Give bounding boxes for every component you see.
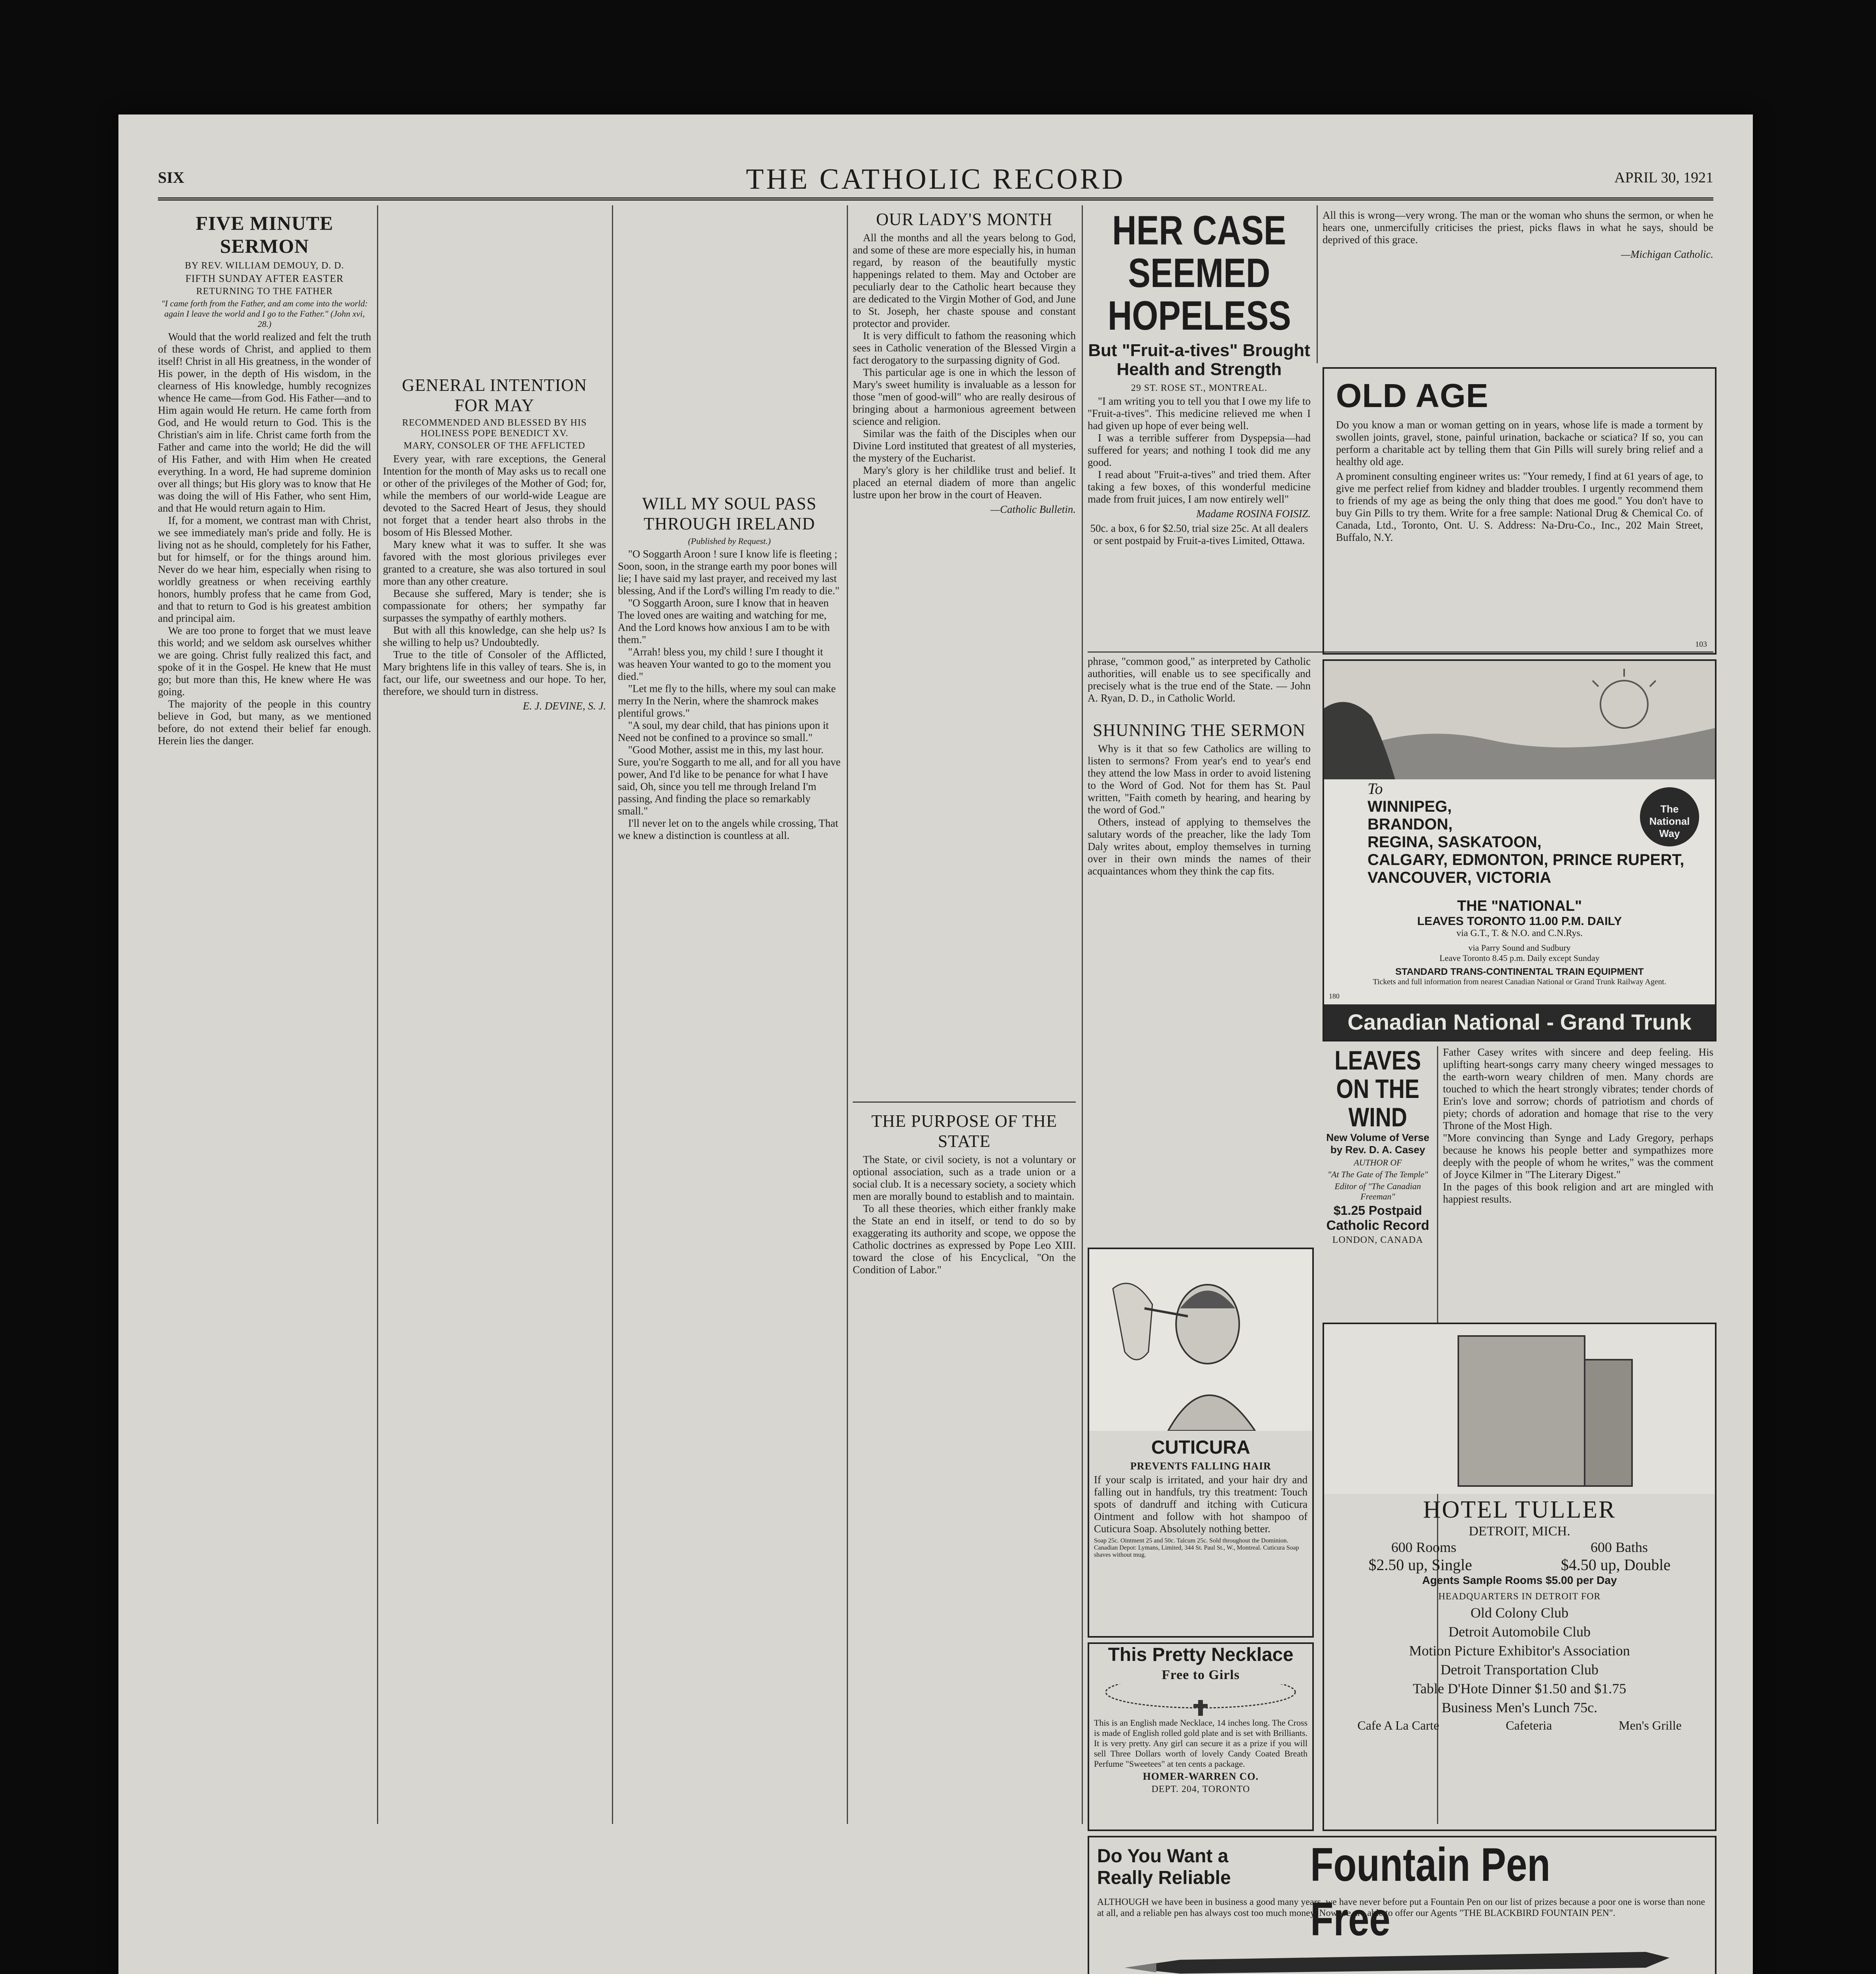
stanza: "Let me fly to the hills, where my soul can make merry In the Nerin, where the shamrock makes plentiful grows." — [618, 683, 836, 719]
paragraph: True to the title of Consoler of the Afflicted, Mary brightens life in this valley of tears. She is, in fact, our life, our sweetness and our hope. To her, therefore, we should turn in distress. — [383, 649, 606, 697]
paragraph: Why is it that so few Catholics are willing to listen to sermons? From year's end to year's end they attend the low Mass in order to avoid listening to the Word of God. Not for them has St. Paul written, "Faith cometh by hearing, and hearing by the word of God." — [1088, 743, 1311, 816]
city-line: WINNIPEG, — [1368, 798, 1452, 815]
article-title: GENERAL INTENTION FOR MAY — [402, 375, 587, 415]
hotel-rates — [1324, 1556, 1715, 1574]
paragraph: This particular age is one in which the lesson of Mary's sweet humility is invaluable as a lesson for those "men of good-will" who are really desirous of bringing about a harmonious agreement between science and religion. — [853, 366, 1076, 427]
paragraph: Similar was the faith of the Disciples when our Divine Lord instituted that greatest of all mysteries, the mystery of the Eucharist. — [853, 428, 1076, 464]
newspaper-title: THE CATHOLIC RECORD — [746, 163, 1126, 195]
hotel-name: HOTEL TULLER — [1423, 1496, 1616, 1523]
cafe: Cafe A La Carte — [1357, 1718, 1439, 1732]
article-title: THE PURPOSE OF THE STATE — [871, 1111, 1057, 1151]
ad-body: Do you know a man or woman getting on in years, whose life is made a torment by swollen joints, gravel, stone, painful urination, backache or sciatica? If so, you can perform a charitable act by telling them that Gin Pills will surely bring relief and a healthy old age. — [1336, 419, 1703, 467]
leaves-blurb — [1443, 1046, 1713, 1315]
paragraph: I was a terrible sufferer from Dyspepsia—had suffered for years; and nothing I took did me any good. — [1088, 432, 1311, 468]
ad-fine-print: Soap 25c. Ointment 25 and 50c. Talcum 25c. Sold throughout the Dominion. Canadian Depot: Lymans, Limited, 344 St. Paul St., W., Montreal. Cuticura Soap shaves without mug. — [1094, 1537, 1299, 1558]
paragraph: To all these theories, which either frankly make the State an end in itself, or tend to do so by exaggerating its authority and scope, we oppose the Catholic doctrines as expressed by Pope Leo XIII. toward the close of his Encyclical, "On the Condition of Labor." — [853, 1203, 1076, 1276]
article-body — [383, 453, 606, 698]
railway-ad — [1323, 659, 1717, 1041]
ad-code: 180 — [1329, 992, 1339, 1000]
newspaper-page — [118, 114, 1753, 1974]
railway-footer: Canadian National - Grand Trunk — [1324, 1004, 1715, 1040]
national-way-badge: The National Way — [1640, 787, 1699, 846]
signature: E. J. DEVINE, S. J. — [523, 700, 606, 712]
hotel-illustration — [1324, 1324, 1715, 1494]
lunch: Business Men's Lunch 75c. — [1441, 1700, 1598, 1715]
departure: LEAVES TORONTO 11.00 P.M. DAILY — [1417, 915, 1622, 928]
paragraph: Father Casey writes with sincere and deep feeling. His uplifting heart-songs carry many cheery winged messages to the earth-worn weary children of men. Many chords are touched to which the heart strongly vibrates; tender chords of Erin's love and sorrow; chords of patriotism and chords of piety; chords of adoration and homage that rise to the very Throne of the Most High. — [1443, 1046, 1713, 1131]
city-line: VANCOUVER, VICTORIA — [1368, 869, 1551, 886]
article-body — [1088, 743, 1311, 877]
section-divider — [853, 1101, 1076, 1103]
cafe: Cafeteria — [1506, 1718, 1552, 1732]
stanza: "O Soggarth Aroon ! sure I know life is fleeting ; Soon, soon, in the strange earth my poor bones will lie; I have said my last prayer, and received my last blessing, And if the Lord's willing I'm ready to die." — [618, 548, 840, 597]
paragraph: Because she suffered, Mary is tender; she is compassionate for others; her sympathy far surpasses the sympathy of earthly mothers. — [383, 587, 606, 624]
paragraph: Would that the world realized and felt the truth of these words of Christ, and applied to them itself! Christ in all His greatness, in the wonder of His power, in the depth of His wisdom, in the clearness of His knowledge, humbly recognizes whence He came—from God. His Father—and to Him again would He return. He came forth from God, and He would return to God. This is the Christian's aim in life. Christ came forth from the Father and came into the world; He did the will of His Father, and with Him when He created everything. In a word, He had supreme dominion over all things; but His glory was to know that He was doing the will of His Father, who sent Him, and that He would return again to Him. — [158, 331, 371, 514]
stanza: I'll never let on to the angels while crossing, That we knew a distinction is countless at all. — [618, 817, 839, 841]
ad-subhead: Free to Girls — [1161, 1668, 1240, 1682]
ad-body: This is an English made Necklace, 14 inches long. The Cross is made of English rolled gold plate and is set with Brilliants. It is very pretty. Any girl can secure it as a prize if you will sell Three Dollars worth of lovely Candy Coated Breath Perfume "Sweetees" at ten cents a package. — [1094, 1718, 1308, 1769]
club: Detroit Transportation Club — [1440, 1662, 1598, 1678]
city-line: REGINA, SASKATOON, — [1368, 833, 1542, 851]
ad-headline: CUTICURA — [1151, 1437, 1250, 1458]
signature: —Catholic Bulletin. — [991, 503, 1076, 515]
baths: 600 Baths — [1590, 1539, 1648, 1555]
ad-headline: LEAVES ON THE WIND — [1334, 1046, 1421, 1132]
city-line: BRANDON, — [1368, 816, 1453, 833]
epigraph: "I came forth from the Father, and am come into the world: again I leave the world and I go to the Father." (John xvi, 28.) — [161, 298, 368, 329]
ad-code: 103 — [1695, 640, 1707, 649]
ad-headline: OLD AGE — [1336, 377, 1489, 414]
signature: —Michigan Catholic. — [1621, 248, 1713, 260]
page-number: SIX — [158, 169, 184, 186]
agents-rate: Agents Sample Rooms $5.00 per Day — [1422, 1574, 1617, 1586]
editor-line: Editor of "The Canadian Freeman" — [1334, 1181, 1421, 1201]
issue-date: APRIL 30, 1921 — [1614, 169, 1713, 186]
ad-body — [1088, 395, 1311, 505]
cafe: Men's Grille — [1619, 1718, 1682, 1732]
city-line: CALGARY, EDMONTON, PRINCE RUPERT, — [1368, 851, 1685, 869]
ad-headline: HER CASE SEEMED HOPELESS — [1107, 209, 1291, 339]
necklace-ad — [1088, 1642, 1314, 1831]
stanza: "O Soggarth Aroon, sure I know that in heaven The loved ones are waiting and watching for me, And the Lord knows how anxious I am to be with them." — [618, 597, 830, 645]
ad-price: 50c. a box, 6 for $2.50, trial size 25c. At all dealers or sent postpaid by Fruit-a-tives Limited, Ottawa. — [1090, 522, 1308, 546]
article-body — [853, 232, 1076, 501]
book-title: "At The Gate of The Temple" — [1327, 1169, 1428, 1179]
ad-schedule — [1324, 898, 1715, 987]
column-divider — [377, 205, 378, 1824]
ladys-month-article — [853, 209, 1076, 1094]
double-rate: $4.50 up, Double — [1561, 1556, 1671, 1574]
paragraph: The State, or civil society, is not a voluntary or optional association, such as a trade union or a social club. It is a necessary society, a society which men are morally bound to establish and to maintain. — [853, 1154, 1076, 1202]
city: LONDON, CANADA — [1332, 1235, 1423, 1245]
hotel-tuller-ad — [1323, 1323, 1717, 1831]
tickets: Tickets and full information from nearest Canadian National or Grand Trunk Railway Agent. — [1373, 978, 1666, 986]
paragraph: If, for a moment, we contrast man with Christ, we see immediately man's pride and folly. He is living not as he should, completely for his Father, but for himself, or for the things around him. Never do we hear him, especially when rising to worldly greatness or when receiving earthly honors, humbly profess that he came from God, and that to return to God is his greatest ambition and principal aim. — [158, 514, 371, 624]
single-rate: $2.50 up, Single — [1368, 1556, 1472, 1574]
column-divider — [847, 205, 848, 1824]
article-title: SHUNNING THE SERMON — [1093, 721, 1306, 740]
train-name: THE "NATIONAL" — [1457, 898, 1582, 914]
fountain-pen-ad — [1088, 1836, 1717, 1974]
column-divider — [612, 205, 613, 1824]
paragraph: The majority of the people in this country believe in God, but many, as we mentioned before, do not extend their belief far enough. Herein lies the danger. — [158, 698, 371, 747]
article-title: FIVE MINUTE SERMON — [195, 212, 334, 257]
dinner: Table D'Hote Dinner $1.50 and $1.75 — [1413, 1681, 1626, 1696]
poem-article — [618, 209, 841, 1828]
purpose-article — [853, 1105, 1076, 1828]
ad-body: If your scalp is irritated, and your hair dry and falling out in handfuls, try this treatment: Touch spots of dandruff and itching with Cuticura Ointment and follow with hot shampoo of Cuticura Soap. Absolutely nothing better. — [1094, 1474, 1308, 1535]
paragraph: Others, instead of applying to themselves the salutary words of the preacher, like the lady Tom Daly writes about, employ themselves in turning over in their own minds the names of their acquaintances whom they think the cap fits. — [1088, 816, 1311, 877]
price: $1.25 Postpaid — [1333, 1203, 1422, 1218]
lead-line: Really Reliable — [1097, 1867, 1231, 1888]
ad-company: HOMER-WARREN CO. — [1142, 1771, 1259, 1782]
landscape-illustration — [1324, 661, 1715, 779]
poem-note: (Published by Request.) — [688, 536, 771, 546]
subhead: MARY, CONSOLER OF THE AFFLICTED — [403, 441, 585, 451]
alt-time: Leave Toronto 8.45 p.m. Daily except Sunday — [1439, 953, 1600, 963]
pen-headline: Fountain Pen Free — [1310, 1838, 1550, 1946]
barber-illustration — [1089, 1249, 1312, 1431]
article-body — [158, 331, 371, 747]
rooms: 600 Rooms — [1391, 1539, 1457, 1555]
column-divider — [1317, 205, 1318, 363]
hotel-city: DETROIT, MICH. — [1469, 1524, 1570, 1539]
shunning-continued — [1323, 209, 1713, 359]
column-divider — [1082, 205, 1083, 1824]
pen-illustration — [1125, 1936, 1677, 1974]
author-of: AUTHOR OF — [1354, 1158, 1402, 1167]
paragraph: "More convincing than Synge and Lady Gregory, perhaps because he knows his people better and sympathizes more deeply with the people of whom he writes," was the comment of Joyce Kilmer in "The Literary Digest." — [1443, 1132, 1713, 1180]
hotel-rooms — [1324, 1539, 1715, 1556]
necklace-illustration — [1089, 1684, 1312, 1716]
publisher: Catholic Record — [1326, 1218, 1430, 1233]
paragraph: "I am writing you to tell you that I owe my life to "Fruit-a-tives". This medicine relieved me when I had given up hope of ever being well. — [1088, 395, 1311, 432]
paragraph: Every year, with rare exceptions, the General Intention for the month of May asks us to recall one or other of the privileges of the Mother of God; for, while the members of our world-wide League are devoted to the Sacred Heart of Jesus, they should not forget that a tender heart also throbs in the bosom of His Blessed Mother. — [383, 453, 606, 538]
ad-address: 29 ST. ROSE ST., MONTREAL. — [1131, 383, 1268, 393]
subtitle: FIFTH SUNDAY AFTER EASTER — [185, 273, 344, 284]
paragraph: It is very difficult to fathom the reasoning which sees in Catholic veneration of the Blessed Virgin a fact derogatory to the surpassing dignity of God. — [853, 330, 1076, 366]
article-body — [853, 1154, 1076, 1276]
ad-subhead: But "Fruit-a-tives" Brought Health and Strength — [1088, 341, 1310, 379]
stanza: "Arrah! bless you, my child ! sure I thought it was heaven Your wanted to go to the moment you died." — [618, 646, 831, 682]
lead-line: Do You Want a — [1097, 1846, 1229, 1867]
pen-lead — [1097, 1845, 1318, 1889]
paragraph: All this is wrong—very wrong. The man or the woman who shuns the sermon, or when he hears one, unmercifully criticises the priest, picks flaws in what he says, should be deprived of this grace. — [1323, 209, 1713, 246]
continued-text: phrase, "common good," as interpreted by Catholic authorities, will enable us to see specifically and precisely what is the true end of the State. — John A. Ryan, D. D., in Catholic World. — [1088, 655, 1311, 704]
article-title: OUR LADY'S MONTH — [876, 210, 1052, 229]
alt-route: via Parry Sound and Sudbury — [1468, 943, 1571, 953]
paragraph: All the months and all the years belong to God, and some of these are more especially his, in human regard, by reason of the beautifully mystic happenings related to them. May and October are peculiarly dear to the Catholic heart because they are dedicated to the Virgin Mother of God, and June to St. Joseph, her chaste spouse and constant protector and provider. — [853, 232, 1076, 329]
poem-body — [618, 548, 841, 842]
recommended-line: RECOMMENDED AND BLESSED BY HIS HOLINESS POPE BENEDICT XV. — [402, 418, 587, 439]
section-heading: RETURNING TO THE FATHER — [196, 286, 333, 296]
cafes — [1324, 1718, 1715, 1733]
ad-subhead: PREVENTS FALLING HAIR — [1130, 1460, 1272, 1472]
stanza: "A soul, my dear child, that has pinions upon it Need not be confined to a province so small." — [618, 719, 829, 743]
old-age-ad — [1323, 367, 1717, 655]
club: Old Colony Club — [1470, 1605, 1569, 1621]
pen-intro: ALTHOUGH we have been in business a good many years, we have never before put a Fountain Pen on our list of prizes because a poor one is worse than none at all, and a reliable pen has always cost too much money. Now we are able to offer our Agents "THE BLACKBIRD FOUNTAIN PEN". — [1097, 1897, 1705, 1918]
paragraph: Mary knew what it was to suffer. It she was favored with the most glorious privileges ever granted to a creature, she was also tortured in soul more than any other creature. — [383, 539, 606, 587]
sermon-article — [158, 209, 371, 1828]
masthead — [158, 163, 1713, 201]
ad-body-2: A prominent consulting engineer writes us: "Your remedy, I find at 61 years of age, to give me perfect relief from kidney and bladder troubles. I urgently recommend them to friends of my age as being the only thing that does me good." You don't have to buy Gin Pills to try them. Write for a free sample: National Drug & Chemical Co. of Canada, Ltd., Toronto, Ont. U. S. Address: Na-Dru-Co., Inc., 202 Main Street, Buffalo, N.Y. — [1336, 470, 1703, 543]
ad-headline: This Pretty Necklace — [1108, 1644, 1294, 1665]
cuticura-ad — [1088, 1248, 1314, 1638]
hq-heading: HEADQUARTERS IN DETROIT FOR — [1438, 1591, 1601, 1602]
ad-subhead: New Volume of Verse by Rev. D. A. Casey — [1326, 1131, 1430, 1156]
equipment: STANDARD TRANS-CONTINENTAL TRAIN EQUIPMENT — [1395, 966, 1644, 977]
paragraph: I read about "Fruit-a-tives" and tried them. After taking a few boxes, of this wonderful medicine made from fruit juices, I am now entirely well" — [1088, 469, 1311, 505]
club: Detroit Automobile Club — [1448, 1624, 1591, 1640]
paragraph: But with all this knowledge, can she help us? Is she willing to help us? Undoubtedly. — [383, 624, 606, 648]
ad-dept: DEPT. 204, TORONTO — [1151, 1784, 1250, 1794]
paragraph: In the pages of this book religion and art are mingled with happiest results. — [1443, 1181, 1713, 1205]
paragraph: Mary's glory is her childlike trust and belief. It placed an eternal diadem of more than angelic lustre upon her brow in the court of Heaven. — [853, 464, 1076, 501]
paragraph: We are too prone to forget that we must leave this world; and we seldom ask ourselves whither we are going. Christ fully realized this fact, and spoke of it in the Gospel. He knew that He must go; but more than this, He knew where He was going. — [158, 625, 371, 698]
shunning-article — [1088, 715, 1311, 1240]
ad-to: To — [1368, 780, 1383, 797]
stanza: "Good Mother, assist me in this, my last hour. Sure, you're Soggarth to me all, and for all you have power, And I'd like to be penance for what I have said, Oh, since you tell me through Ireland I'm passing, And finding the place so remarkably small." — [618, 744, 841, 817]
intention-article — [383, 209, 606, 1828]
club: Motion Picture Exhibitor's Association — [1409, 1643, 1630, 1659]
leaves-ad — [1323, 1046, 1433, 1315]
fruit-a-tives-ad — [1088, 209, 1311, 647]
byline: BY REV. WILLIAM DEMOUY, D. D. — [185, 261, 344, 271]
poem-title: WILL MY SOUL PASS THROUGH IRELAND — [642, 494, 817, 533]
route: via G.T., T. & N.O. and C.N.Rys. — [1456, 928, 1583, 938]
ad-signer: Madame ROSINA FOISIZ. — [1196, 508, 1311, 520]
